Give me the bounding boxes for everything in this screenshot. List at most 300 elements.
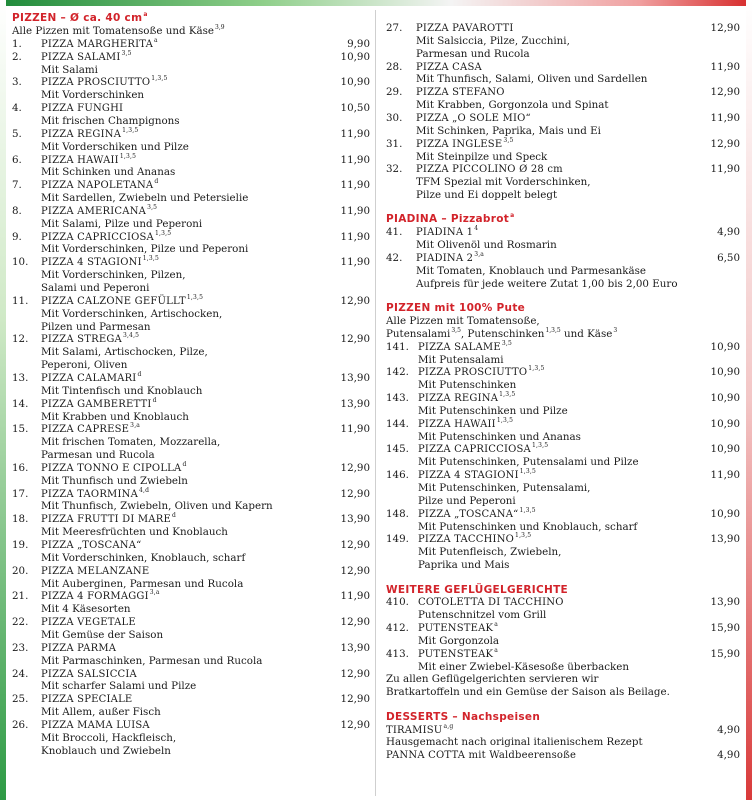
- item-description: [12, 745, 370, 758]
- item-description: [386, 405, 740, 418]
- item-description-text: Mit Steinpilze und Speck: [416, 150, 548, 163]
- item-price: 13,90: [340, 513, 370, 526]
- menu-item: [12, 51, 370, 64]
- menu-item: [12, 488, 370, 501]
- item-price: 11,90: [340, 153, 370, 166]
- item-price: 6,50: [717, 252, 740, 264]
- footnote-marker: d: [137, 370, 142, 378]
- item-description-text: Parmesan und Rucola: [41, 449, 155, 462]
- menu-item: [386, 366, 740, 379]
- footer-text: Zu allen Geflügelgerichten servieren wir: [386, 673, 599, 686]
- item-price: 12,90: [340, 616, 370, 629]
- item-description: [12, 308, 370, 321]
- footnote-marker: 1,3,5: [151, 75, 168, 83]
- item-number: 26.: [12, 718, 29, 731]
- item-number: 143.: [386, 392, 409, 405]
- item-number: 42.: [386, 252, 403, 264]
- item-price: 11,90: [710, 60, 740, 73]
- item-description-text: Knoblauch und Zwiebeln: [41, 744, 171, 757]
- item-price: 12,90: [340, 487, 370, 500]
- item-price: 11,90: [710, 111, 740, 124]
- footnote-marker: 1,3,5: [519, 506, 536, 514]
- dessert-item: [386, 749, 740, 762]
- item-number: 145.: [386, 443, 409, 456]
- footnote-marker: 1,3,5: [528, 365, 545, 373]
- item-name: PIZZA CASA: [416, 61, 482, 73]
- flag-left-bar: [0, 0, 6, 800]
- gefluegel-footer: [386, 686, 740, 699]
- item-price: 12,90: [340, 718, 370, 731]
- item-name: PIZZA REGINA$^{1,3,5}$: [418, 391, 516, 405]
- menu-item: [386, 86, 740, 99]
- flag-top-bar: [0, 0, 752, 6]
- pute-intro-text: Putensalami$^{3,5}$, Putenschinken$^{1,3,5}$ und Käse$^3$: [386, 326, 618, 340]
- item-description-text: Mit Gorgonzola: [418, 634, 500, 647]
- item-description-text: Mit Krabben und Knoblauch: [41, 410, 189, 423]
- menu-item: [12, 205, 370, 218]
- item-description-text: Mit Meeresfrüchten und Knoblauch: [41, 526, 228, 539]
- item-price: 13,90: [710, 596, 740, 609]
- item-description-text: Mit Vorderschinken, Pilze und Peperoni: [41, 243, 249, 256]
- item-name: PIZZA MARGHERITA$^a$: [41, 36, 158, 50]
- item-description-text: Mit Schinken und Ananas: [41, 166, 176, 179]
- footnote-marker: d: [154, 178, 159, 186]
- footnote-marker: 1,3,5: [142, 255, 160, 263]
- menu-item: [386, 252, 740, 265]
- item-description: [12, 89, 370, 102]
- item-number: 12.: [12, 333, 29, 346]
- footnote-marker: 1,3,5: [119, 152, 137, 160]
- item-description: [12, 359, 370, 372]
- item-price: 10,90: [710, 417, 740, 430]
- footnote-marker: 1,3,5: [519, 468, 537, 476]
- item-description-text: Mit Thunfisch, Salami, Oliven und Sardellen: [416, 73, 648, 86]
- item-description: [12, 500, 370, 513]
- item-description: [12, 706, 370, 719]
- item-number: 15.: [12, 423, 29, 436]
- menu-item: [12, 128, 370, 141]
- item-price: 12,90: [710, 86, 740, 99]
- item-description: [386, 431, 740, 444]
- item-price: 10,90: [710, 392, 740, 405]
- item-description: [386, 635, 740, 648]
- item-description: [12, 321, 370, 334]
- item-description-text: Putenschnitzel vom Grill: [418, 609, 547, 622]
- footnote-marker: 1,3,5: [545, 326, 561, 334]
- item-description: [12, 385, 370, 398]
- item-name: PIZZA TAORMINA$^{4,d}$: [41, 486, 150, 500]
- item-description-text: Pilze und Peperoni: [418, 494, 516, 507]
- item-description: [386, 354, 740, 367]
- menu-item: [12, 76, 370, 89]
- footnote-marker: d: [171, 512, 177, 520]
- item-price: 10,90: [340, 76, 370, 89]
- item-description-text: Mit Vorderschiken und Pilze: [41, 140, 189, 153]
- item-name: PIZZA 4 STAGIONI$^{1,3,5}$: [41, 255, 160, 269]
- menu-item: [12, 668, 370, 681]
- footnote-marker: 3,5: [451, 326, 461, 334]
- item-number: 8.: [12, 204, 22, 217]
- item-number: 141.: [386, 340, 409, 353]
- menu-item: [12, 513, 370, 526]
- footnote-marker: a: [154, 36, 158, 44]
- item-name: PIZZA AMERICANA$^{3,5}$: [41, 203, 158, 217]
- item-number: 5.: [12, 127, 22, 140]
- item-name: PIZZA PROSCIUTTO$^{1,3,5}$: [41, 75, 168, 89]
- pute-title: PIZZEN mit 100% Pute: [386, 302, 526, 315]
- menu-item: [12, 642, 370, 655]
- item-description: [12, 243, 370, 256]
- item-name: PIZZA CAPRICCIOSA$^{1,3,5}$: [41, 229, 172, 243]
- menu-item: [12, 565, 370, 578]
- menu-item: [386, 648, 740, 661]
- item-description: [386, 125, 740, 138]
- footnote-marker: 1,3,5: [122, 126, 139, 134]
- menu-item: [12, 590, 370, 603]
- item-description-text: TFM Spezial mit Vorderschinken,: [416, 176, 591, 189]
- item-description-text: Mit Salami: [41, 63, 98, 76]
- item-description-text: Mit Putenschinken, Putensalami,: [418, 482, 591, 495]
- footnote-marker: d: [152, 396, 157, 404]
- item-price: 12,90: [340, 294, 370, 307]
- item-description: [12, 526, 370, 539]
- item-description-text: Mit Broccoli, Hackfleisch,: [41, 731, 177, 744]
- item-name: PIZZA SALSICCIA: [41, 668, 137, 680]
- item-description: [386, 278, 740, 291]
- item-price: 13,90: [710, 533, 740, 546]
- pute-intro: [386, 315, 740, 328]
- item-number: 27.: [386, 22, 403, 34]
- item-description-text: Pilzen und Parmesan: [41, 320, 151, 333]
- footnote-marker: 3,9: [215, 24, 225, 31]
- item-name: PIZZA GAMBERETTI$^d$: [41, 396, 157, 410]
- menu-item: [386, 622, 740, 635]
- item-description-text: Mit frischen Tomaten, Mozzarella,: [41, 436, 221, 449]
- flag-right-bar: [746, 0, 752, 800]
- footnote-marker: a,g: [443, 722, 454, 730]
- item-description: [386, 176, 740, 189]
- item-number: 412.: [386, 622, 409, 635]
- menu-item: [386, 508, 740, 521]
- menu-item: [12, 154, 370, 167]
- item-description-text: Mit Putenschinken und Ananas: [418, 430, 581, 443]
- footnote-marker: 3,a: [130, 422, 141, 430]
- item-name: PIZZA FUNGHI: [41, 103, 124, 115]
- item-number: 11.: [12, 294, 29, 307]
- item-price: 15,90: [710, 647, 740, 660]
- footnote-marker: 1,3,5: [496, 416, 514, 424]
- item-name: PIZZA PROSCIUTTO$^{1,3,5}$: [418, 365, 545, 379]
- item-price: 10,90: [710, 340, 740, 353]
- item-description: [12, 603, 370, 616]
- footnote-marker: a: [510, 212, 515, 220]
- item-description: [12, 578, 370, 591]
- menu-item: [386, 226, 740, 239]
- menu-item: [386, 163, 740, 176]
- menu-item: [386, 392, 740, 405]
- item-name: PIZZA CAPRESE$^{3,a}$: [41, 422, 141, 436]
- item-description: [386, 265, 740, 278]
- item-name: PIZZA 4 FORMAGGI$^{3,a}$: [41, 589, 160, 603]
- item-description: [386, 99, 740, 112]
- item-name: PIZZA TACCHINO$^{1,3,5}$: [418, 532, 532, 546]
- item-description-text: Mit Putenschinken und Pilze: [418, 404, 568, 417]
- footnote-marker: 4: [474, 225, 479, 233]
- item-description-text: Mit Allem, außer Fisch: [41, 706, 161, 719]
- item-name: COTOLETTA DI TACCHINO: [418, 597, 564, 609]
- item-description-text: Mit Vorderschinken: [41, 89, 145, 102]
- item-description-text: Mit Thunfisch, Zwiebeln, Oliven und Kapern: [41, 500, 273, 513]
- item-description-text: Mit Tintenfisch und Knoblauch: [41, 384, 203, 397]
- item-price: 12,90: [340, 667, 370, 680]
- item-description-text: Mit Putenschinken und Knoblauch, scharf: [418, 520, 638, 533]
- item-number: 32.: [386, 163, 403, 176]
- item-description: [386, 546, 740, 559]
- menu-item: [386, 443, 740, 456]
- footnote-marker: d: [182, 460, 187, 468]
- item-number: 23.: [12, 641, 29, 654]
- item-number: 410.: [386, 596, 409, 609]
- dessert-price: 4,90: [717, 749, 740, 762]
- item-description: [12, 732, 370, 745]
- item-description: [12, 115, 370, 128]
- item-name: PIZZA CAPRICCIOSA$^{1,3,5}$: [418, 442, 549, 456]
- item-number: 41.: [386, 226, 403, 239]
- menu-item: [386, 596, 740, 609]
- item-description-text: Mit Vorderschinken, Pilzen,: [41, 269, 186, 282]
- item-number: 6.: [12, 153, 22, 166]
- item-number: 14.: [12, 397, 29, 410]
- menu-item: [386, 341, 740, 354]
- item-number: 9.: [12, 230, 22, 243]
- item-name: PIZZA VEGETALE: [41, 617, 136, 629]
- item-name: PIADINA 2$^{3,a}$: [416, 251, 485, 264]
- item-description-text: Mit Schinken, Paprika, Mais und Ei: [416, 124, 601, 137]
- menu-item: [12, 295, 370, 308]
- item-number: 22.: [12, 616, 29, 629]
- item-number: 20.: [12, 564, 29, 577]
- item-name: PIZZA FRUTTI DI MARE$^d$: [41, 512, 177, 526]
- item-name: PIZZA INGLESE$^{3,5}$: [416, 136, 514, 150]
- item-name: PIZZA CALAMARI$^d$: [41, 370, 142, 384]
- item-price: 11,90: [340, 127, 370, 140]
- dessert-name: PANNA COTTA mit Waldbeerensoße: [386, 750, 577, 762]
- dessert-item: [386, 724, 740, 737]
- pute-intro-text: Alle Pizzen mit Tomatensoße,: [386, 314, 540, 327]
- item-name: PIZZA SALAME$^{3,5}$: [418, 339, 513, 353]
- item-price: 13,90: [340, 371, 370, 384]
- dessert-name: TIRAMISU$^{a,g}$: [386, 722, 454, 736]
- item-description-text: Mit Olivenöl und Rosmarin: [416, 239, 557, 252]
- item-price: 10,90: [710, 443, 740, 456]
- item-description-text: Mit scharfer Salami und Pilze: [41, 680, 197, 693]
- footer-text: Bratkartoffeln und ein Gemüse der Saison als Beilage.: [386, 686, 670, 699]
- pute-intro: [386, 328, 740, 341]
- item-name: PIZZA HAWAII$^{1,3,5}$: [41, 152, 137, 166]
- item-name: PIZZA 4 STAGIONI$^{1,3,5}$: [418, 468, 537, 482]
- item-price: 12,90: [710, 22, 740, 34]
- item-price: 12,90: [710, 137, 740, 150]
- item-name: PIZZA PARMA: [41, 642, 117, 654]
- menu-item: [386, 418, 740, 431]
- footnote-marker: 3: [613, 326, 618, 334]
- item-description: [12, 346, 370, 359]
- item-description: [386, 239, 740, 252]
- item-description: [386, 482, 740, 495]
- item-description-text: Mit Thunfisch und Zwiebeln: [41, 474, 188, 487]
- item-description-text: Mit Sardellen, Zwiebeln und Petersielie: [41, 192, 249, 205]
- item-number: 29.: [386, 86, 403, 99]
- item-description-text: Mit frischen Champignons: [41, 114, 180, 127]
- item-name: PUTENSTEAK$^a$: [418, 621, 498, 635]
- footnote-marker: 3,5: [121, 49, 132, 57]
- item-name: PIZZA NAPOLETANA$^d$: [41, 178, 159, 192]
- item-description-text: Paprika und Mais: [418, 559, 510, 572]
- item-description-text: Mit Putenschinken, Putensalami und Pilze: [418, 456, 639, 469]
- item-description: [12, 436, 370, 449]
- item-number: 21.: [12, 590, 29, 603]
- item-description: [12, 269, 370, 282]
- item-description: [386, 495, 740, 508]
- item-name: PIADINA $1^4$: [416, 225, 479, 239]
- item-price: 9,90: [347, 37, 370, 50]
- item-description-text: Mit Putensalami: [418, 353, 504, 366]
- item-description: [12, 680, 370, 693]
- dessert-description-text: Hausgemacht nach original italienischem Rezept: [386, 736, 643, 749]
- item-number: 10.: [12, 256, 29, 269]
- item-number: 17.: [12, 487, 29, 500]
- item-number: 24.: [12, 667, 29, 680]
- item-description-text: Aufpreis für jede weitere Zutat 1,00 bis 2,00 Euro: [416, 277, 678, 290]
- item-description: [12, 218, 370, 231]
- item-description-text: Mit Krabben, Gorgonzola und Spinat: [416, 99, 609, 112]
- item-price: 12,90: [340, 333, 370, 346]
- menu-item: [12, 256, 370, 269]
- menu-item: [386, 61, 740, 74]
- footnote-marker: 3,5: [503, 136, 514, 144]
- menu-item: [12, 539, 370, 552]
- item-number: 2.: [12, 50, 22, 63]
- item-name: PIZZA CALZONE GEFÜLLT$^{1,3,5}$: [41, 293, 204, 307]
- item-description-text: Peperoni, Oliven: [41, 359, 128, 372]
- item-description: [386, 35, 740, 48]
- item-number: 149.: [386, 533, 409, 546]
- footnote-marker: 3,4,5: [122, 332, 140, 340]
- menu-item: [12, 38, 370, 51]
- menu-item: [12, 333, 370, 346]
- item-number: 30.: [386, 111, 403, 124]
- item-description-text: Mit Salami, Pilze und Peperoni: [41, 217, 203, 230]
- item-price: 12,90: [340, 564, 370, 577]
- item-description-text: Mit Putenfleisch, Zwiebeln,: [418, 546, 562, 559]
- item-description: [12, 552, 370, 565]
- item-description-text: Pilze und Ei doppelt belegt: [416, 189, 558, 202]
- dessert-description: [386, 736, 740, 749]
- item-description: [386, 521, 740, 534]
- item-number: 413.: [386, 647, 409, 660]
- footnote-marker: 4,d: [139, 486, 150, 494]
- menu-item: [12, 231, 370, 244]
- menu-item: [12, 398, 370, 411]
- item-description: [12, 655, 370, 668]
- item-description-text: Mit Parmaschinken, Parmesan und Rucola: [41, 654, 263, 667]
- menu-item: [12, 179, 370, 192]
- menu-item: [12, 423, 370, 436]
- footnote-marker: a: [143, 11, 148, 19]
- item-description-text: Mit Salami, Artischocken, Pilze,: [41, 346, 208, 359]
- footnote-marker: 3,a: [149, 589, 160, 597]
- section-title: PIZZEN – Ø ca. 40 $cm^a$: [12, 11, 148, 25]
- item-price: 10,90: [340, 50, 370, 63]
- item-number: 148.: [386, 507, 409, 520]
- item-number: 142.: [386, 366, 409, 379]
- item-number: 146.: [386, 469, 409, 482]
- menu-item: [12, 719, 370, 732]
- item-description: [12, 629, 370, 642]
- desserts-title: DESSERTS – Nachspeisen: [386, 710, 541, 723]
- item-number: 13.: [12, 371, 29, 384]
- item-description-text: Mit Putenschinken: [418, 379, 517, 392]
- item-number: 144.: [386, 417, 409, 430]
- item-price: 11,90: [340, 590, 370, 603]
- item-number: 16.: [12, 461, 29, 474]
- item-name: PIZZA REGINA$^{1,3,5}$: [41, 126, 139, 140]
- item-description-text: Mit Vorderschinken, Knoblauch, scharf: [41, 551, 246, 564]
- item-description: [12, 141, 370, 154]
- item-description: [386, 73, 740, 86]
- footnote-marker: 3,5: [147, 203, 158, 211]
- item-name: PIZZA PAVAROTTI: [416, 23, 514, 34]
- item-description: [12, 449, 370, 462]
- item-price: 10,90: [710, 507, 740, 520]
- menu-item: [386, 22, 740, 35]
- item-price: 11,90: [340, 204, 370, 217]
- section-intro: [12, 25, 370, 38]
- item-description-text: Mit Tomaten, Knoblauch und Parmesankäse: [416, 264, 647, 277]
- item-name: PIZZA PICCOLINO Ø 28 cm: [416, 164, 563, 176]
- menu-item: [386, 112, 740, 125]
- intro-text: Alle Pizzen mit Tomatensoße und Käse$^{3,9}$: [12, 24, 225, 37]
- footnote-marker: a: [494, 621, 498, 629]
- footnote-marker: 1,3,5: [531, 442, 549, 450]
- item-name: PIZZA HAWAII$^{1,3,5}$: [418, 416, 514, 430]
- item-price: 10,90: [710, 366, 740, 379]
- item-price: 4,90: [717, 226, 740, 239]
- item-name: PIZZA „O SOLE MIO“: [416, 112, 531, 124]
- item-description-text: Mit einer Zwiebel-Käsesoße überbacken: [418, 660, 630, 673]
- item-price: 11,90: [340, 256, 370, 269]
- footnote-marker: 1,3,5: [154, 229, 172, 237]
- item-description: [386, 189, 740, 202]
- item-description: [386, 151, 740, 164]
- item-description-text: Mit Auberginen, Parmesan und Rucola: [41, 577, 244, 590]
- item-description: [12, 166, 370, 179]
- item-description: [386, 609, 740, 622]
- item-name: PIZZA STREGA$^{3,4,5}$: [41, 332, 140, 346]
- item-description: [386, 559, 740, 572]
- menu-item: [12, 693, 370, 706]
- item-price: 11,90: [340, 423, 370, 436]
- item-name: PIZZA MELANZANE: [41, 565, 150, 577]
- item-name: PIZZA SPECIALE: [41, 694, 133, 706]
- item-number: 31.: [386, 137, 403, 150]
- dessert-price: 4,90: [717, 723, 740, 736]
- item-description-text: Mit Salsiccia, Pilze, Zucchini,: [416, 34, 570, 47]
- item-description: [386, 379, 740, 392]
- item-number: 7.: [12, 179, 22, 192]
- item-price: 13,90: [340, 641, 370, 654]
- item-number: 3.: [12, 76, 22, 89]
